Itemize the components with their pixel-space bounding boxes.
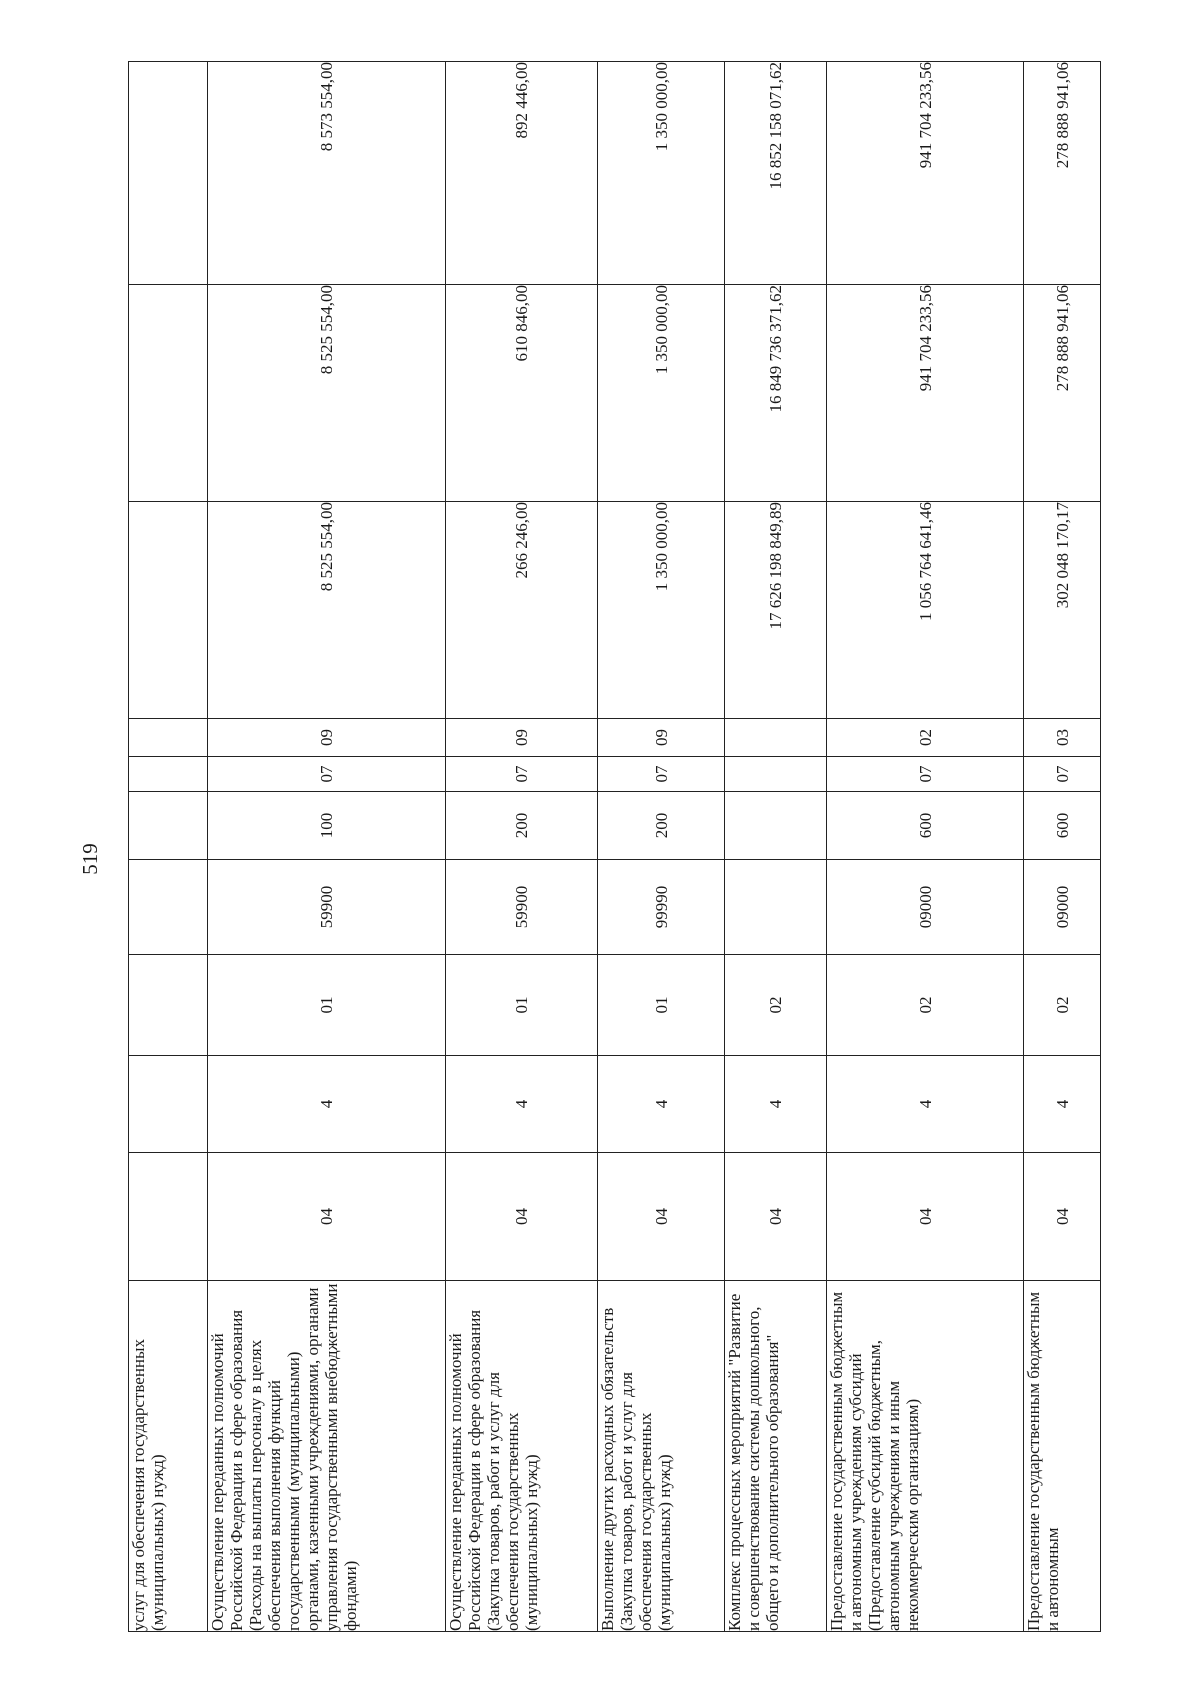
rotated-table-wrapper	[128, 62, 1100, 1632]
direction-code: 99990	[598, 860, 725, 955]
amount-year-1: 266 246,00	[446, 502, 598, 719]
subprogram-code: 4	[827, 1056, 1024, 1153]
amount-year-3: 892 446,00	[446, 62, 598, 285]
event-code	[129, 955, 208, 1056]
subsection-code: 09	[598, 719, 725, 757]
table-row	[446, 62, 598, 1632]
row-description: Предоставление государственным бюджетным и автономным учреждениям субсидий (Предоставление субсидий бюджетным, автономным учреждениям и иным некоммерческим организациям)	[827, 1281, 1024, 1632]
event-code: 02	[827, 955, 1024, 1056]
expense-type-code: 600	[827, 792, 1024, 860]
section-code: 07	[598, 757, 725, 792]
subsection-code: 03	[1024, 719, 1101, 757]
amount-year-3: 16 852 158 071,62	[725, 62, 827, 285]
subsection-code	[725, 719, 827, 757]
budget-table	[128, 61, 1101, 1632]
expense-type-code: 200	[598, 792, 725, 860]
subprogram-code: 4	[725, 1056, 827, 1153]
amount-year-2: 610 846,00	[446, 285, 598, 502]
row-description: Осуществление переданных полномочий Российской Федерации в сфере образования (Расходы на выплаты персоналу в целях обеспечения выполнения функций государственными (муниципальными) органами, казенными учреждениями, органами управления государственными внебюджетными фондами)	[208, 1281, 446, 1632]
event-code: 01	[208, 955, 446, 1056]
program-code: 04	[598, 1153, 725, 1281]
event-code: 01	[598, 955, 725, 1056]
page-number: 519	[78, 843, 102, 875]
expense-type-code: 200	[446, 792, 598, 860]
program-code: 04	[208, 1153, 446, 1281]
table-row	[208, 62, 446, 1632]
expense-type-code	[725, 792, 827, 860]
program-code: 04	[827, 1153, 1024, 1281]
subprogram-code: 4	[208, 1056, 446, 1153]
section-code	[725, 757, 827, 792]
program-code	[129, 1153, 208, 1281]
amount-year-1: 17 626 198 849,89	[725, 502, 827, 719]
program-code: 04	[446, 1153, 598, 1281]
direction-code: 09000	[1024, 860, 1101, 955]
event-code: 02	[1024, 955, 1101, 1056]
amount-year-2: 278 888 941,06	[1024, 285, 1101, 502]
row-description: услуг для обеспечения государственных (муниципальных) нужд)	[129, 1281, 208, 1632]
subprogram-code: 4	[598, 1056, 725, 1153]
section-code: 07	[827, 757, 1024, 792]
direction-code: 59900	[446, 860, 598, 955]
direction-code: 59900	[208, 860, 446, 955]
direction-code	[129, 860, 208, 955]
amount-year-2: 941 704 233,56	[827, 285, 1024, 502]
subsection-code: 09	[446, 719, 598, 757]
section-code: 07	[208, 757, 446, 792]
amount-year-1	[129, 502, 208, 719]
amount-year-3: 1 350 000,00	[598, 62, 725, 285]
row-description: Предоставление государственным бюджетным и автономным	[1024, 1281, 1101, 1632]
subprogram-code: 4	[1024, 1056, 1101, 1153]
program-code: 04	[725, 1153, 827, 1281]
program-code: 04	[1024, 1153, 1101, 1281]
amount-year-2	[129, 285, 208, 502]
expense-type-code: 100	[208, 792, 446, 860]
subsection-code	[129, 719, 208, 757]
direction-code	[725, 860, 827, 955]
subsection-code: 09	[208, 719, 446, 757]
amount-year-2: 8 525 554,00	[208, 285, 446, 502]
amount-year-1: 1 056 764 641,46	[827, 502, 1024, 719]
amount-year-3: 8 573 554,00	[208, 62, 446, 285]
subprogram-code: 4	[446, 1056, 598, 1153]
row-description: Осуществление переданных полномочий Российской Федерации в сфере образования (Закупка товаров, работ и услуг для обеспечения государственных (муниципальных) нужд)	[446, 1281, 598, 1632]
event-code: 02	[725, 955, 827, 1056]
amount-year-3	[129, 62, 208, 285]
subsection-code: 02	[827, 719, 1024, 757]
section-code: 07	[1024, 757, 1101, 792]
table-row	[598, 62, 725, 1632]
amount-year-1: 1 350 000,00	[598, 502, 725, 719]
amount-year-3: 941 704 233,56	[827, 62, 1024, 285]
section-code	[129, 757, 208, 792]
amount-year-1: 302 048 170,17	[1024, 502, 1101, 719]
row-description: Выполнение других расходных обязательств (Закупка товаров, работ и услуг для обеспечения государственных (муниципальных) нужд)	[598, 1281, 725, 1632]
amount-year-2: 16 849 736 371,62	[725, 285, 827, 502]
table-row	[827, 62, 1024, 1632]
section-code: 07	[446, 757, 598, 792]
amount-year-1: 8 525 554,00	[208, 502, 446, 719]
event-code: 01	[446, 955, 598, 1056]
row-description: Комплекс процессных мероприятий "Развитие и совершенствование системы дошкольного, общего и дополнительного образования"	[725, 1281, 827, 1632]
table-row	[725, 62, 827, 1632]
expense-type-code: 600	[1024, 792, 1101, 860]
direction-code: 09000	[827, 860, 1024, 955]
amount-year-2: 1 350 000,00	[598, 285, 725, 502]
table-row	[129, 62, 208, 1632]
table-row	[1024, 62, 1101, 1632]
subprogram-code	[129, 1056, 208, 1153]
expense-type-code	[129, 792, 208, 860]
amount-year-3: 278 888 941,06	[1024, 62, 1101, 285]
